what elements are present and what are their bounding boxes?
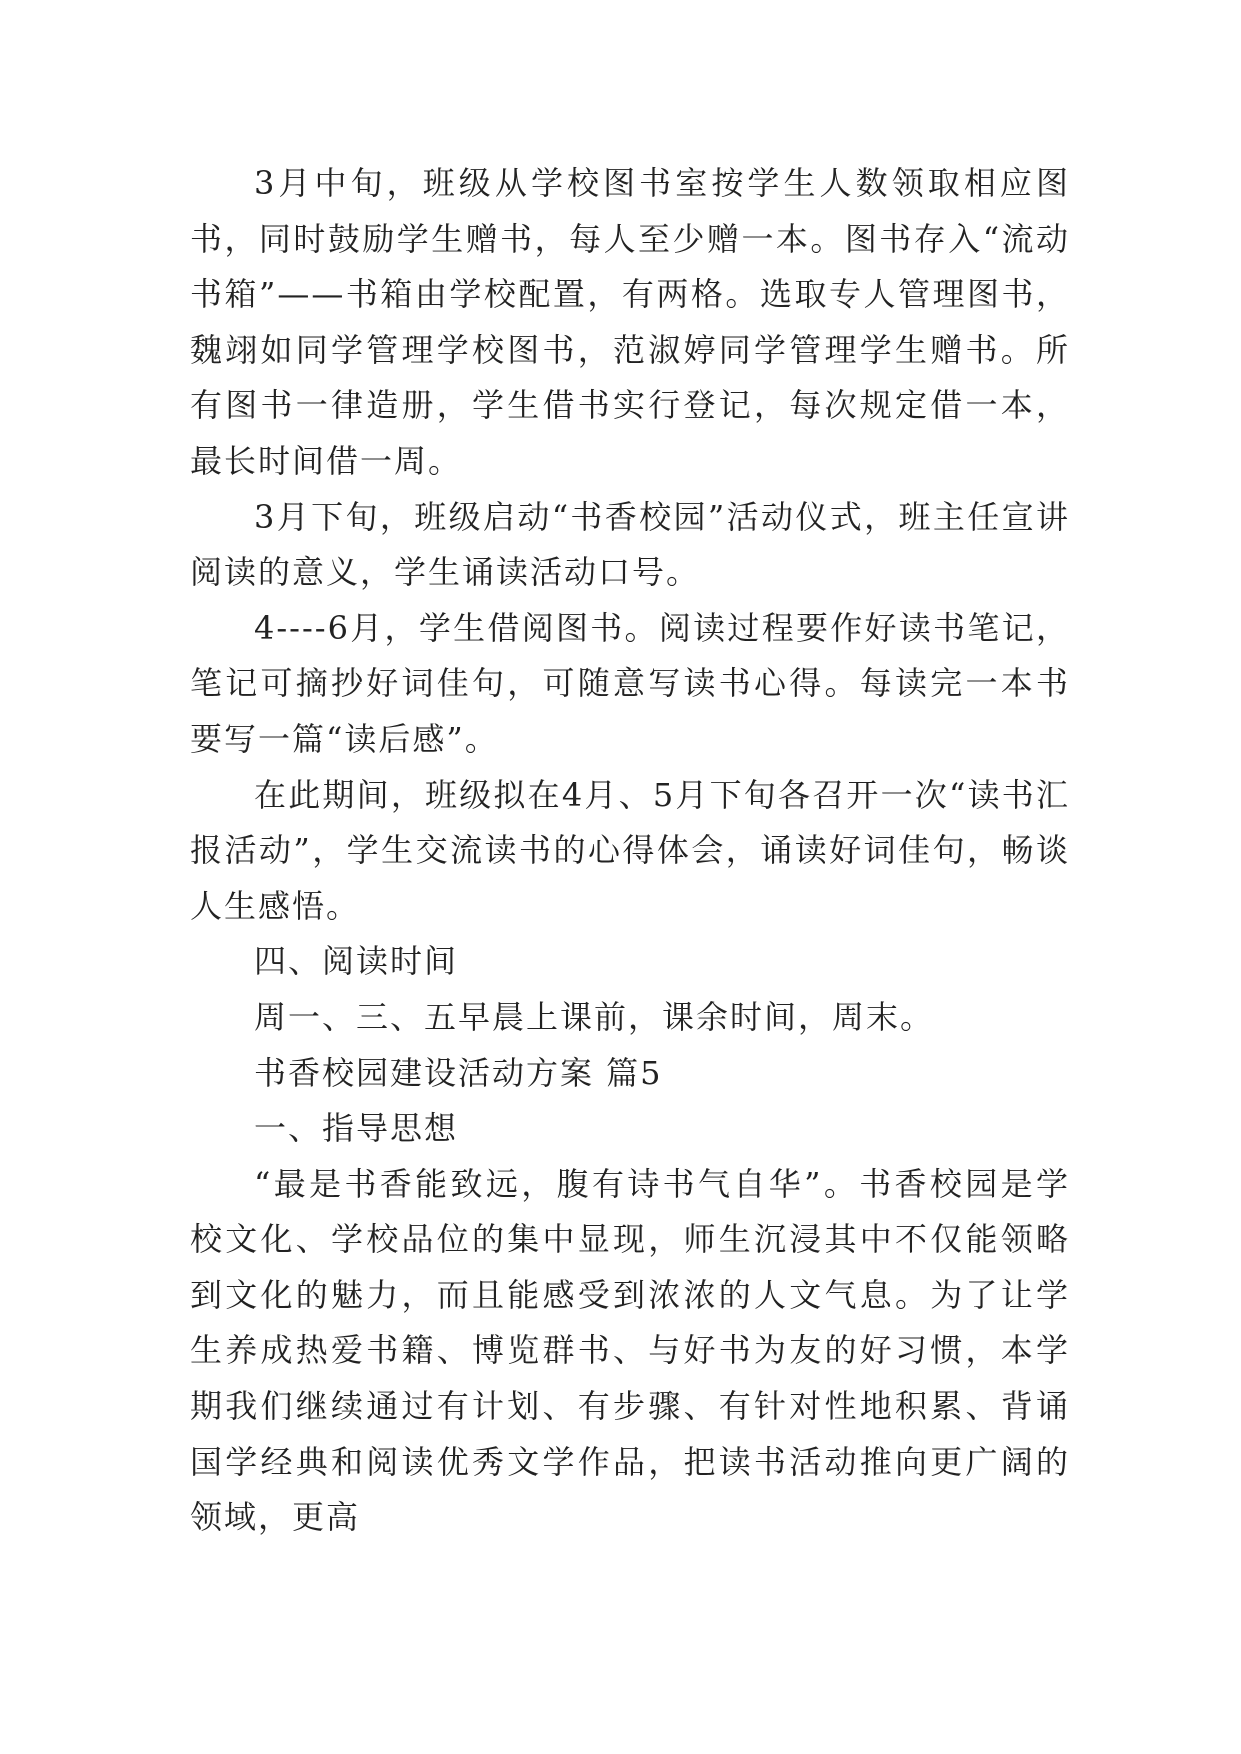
section-heading-reading-time: 四、阅读时间 bbox=[254, 942, 459, 981]
paragraph-guiding-idea: “最是书香能致远，腹有诗书气自华”。书香校园是学校文化、学校品位的集中显现，师生沉浸其中不仅能领略到文化的魅力，而且能感受到浓浓的人文气息。为了让学生养成热爱书籍、博览群书、与好书为友的好习惯，本学期我们继续通过有计划、有步骤、有针对性地积累、背诵国学经典和阅读优秀文学作品，把读书活动推向更广阔的领域，更高 bbox=[190, 1164, 1070, 1537]
paragraph-reading-schedule: 周一、三、五早晨上课前，课余时间，周末。 bbox=[254, 997, 935, 1036]
section-heading-guiding-idea: 一、指导思想 bbox=[254, 1109, 459, 1148]
document-body bbox=[190, 156, 1070, 1546]
document-title-part5: 书香校园建设活动方案 篇5 bbox=[254, 1053, 663, 1092]
paragraph-launch-ceremony: 3月下旬，班级启动“书香校园”活动仪式，班主任宣讲阅读的意义，学生诵读活动口号。 bbox=[190, 497, 1070, 592]
paragraph-report-activity: 在此期间，班级拟在4月、5月下旬各召开一次“读书汇报活动”，学生交流读书的心得体会，诵读好词佳句，畅谈人生感悟。 bbox=[190, 775, 1070, 925]
paragraph-book-distribution: 3月中旬，班级从学校图书室按学生人数领取相应图书，同时鼓励学生赠书，每人至少赠一本。图书存入“流动书箱”——书箱由学校配置，有两格。选取专人管理图书，魏翊如同学管理学校图书，范淑婷同学管理学生赠书。所有图书一律造册，学生借书实行登记，每次规定借一本，最长时间借一周。 bbox=[190, 164, 1070, 480]
paragraph-reading-period: 4----6月，学生借阅图书。阅读过程要作好读书笔记，笔记可摘抄好词佳句，可随意写读书心得。每读完一本书要写一篇“读后感”。 bbox=[190, 608, 1070, 758]
